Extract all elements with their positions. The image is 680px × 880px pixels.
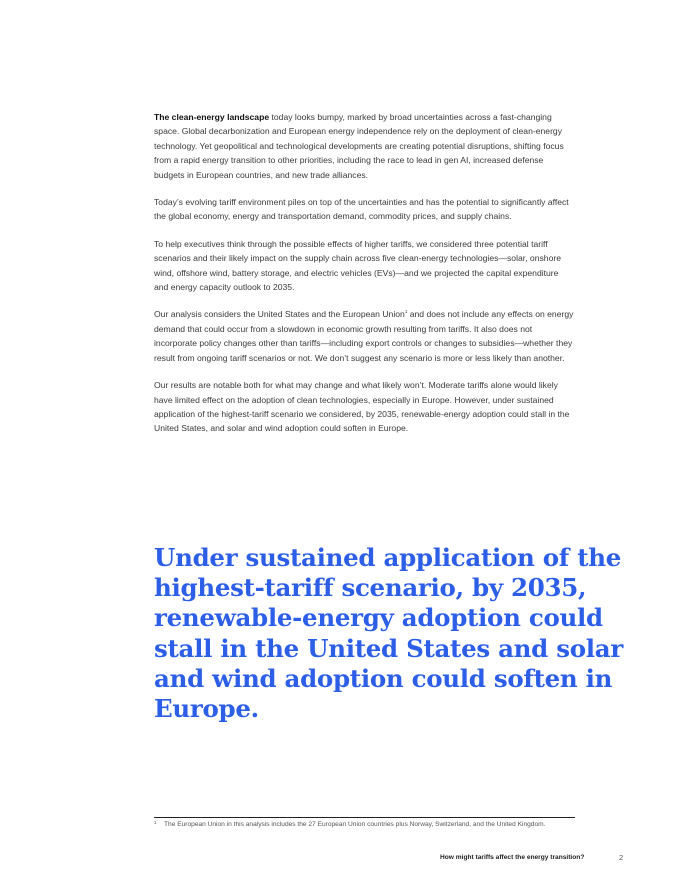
pull-quote: Under sustained application of the highest-tariff scenario, by 2035, renewable-energy adoption could stall in the United States and solar and wind adoption could soften in Europe. <box>154 543 623 724</box>
paragraph-4-text-after: and does not include any effects on energy demand that could occur from a slowdown in economic growth resulting from tariffs. It also does not incorporate policy changes other than tariffs—including export controls or changes to subsidies—whether they result from ongoing tariff scenarios or not. We don’t suggest any scenario is more or less likely than another. <box>154 309 574 363</box>
paragraph-5: Our results are notable both for what may change and what likely won’t. Moderate tariffs alone would likely have limited effect on the adoption of clean technologies, especially in Europe. However, under sustained application of the highest-tariff scenario we considered, by 2035, renewable-energy adoption could stall in the United States, and solar and wind adoption could soften in Europe. <box>154 380 570 434</box>
article-body <box>154 110 574 449</box>
paragraph-4-text-before: Our analysis considers the United States and the European Union <box>154 309 405 320</box>
footnote-text: The European Union in this analysis includes the 27 European Union countries plus Norway, Switzerland, and the United Kingdom. <box>164 821 546 828</box>
footnote-reference[interactable]: 1 <box>404 309 408 315</box>
paragraph-1 <box>154 110 574 182</box>
paragraph-4 <box>154 307 574 365</box>
footer-title: How might tariffs affect the energy transition? <box>440 854 585 861</box>
paragraph-3: To help executives think through the possible effects of higher tariffs, we considered three potential tariff scenarios and their likely impact on the supply chain across five clean-energy technologies—solar, onshore wind, offshore wind, battery storage, and electric vehicles (EVs)—and we projected the capital expenditure and energy capacity outlook to 2035. <box>154 238 561 293</box>
footnote-number: 1 <box>154 820 157 825</box>
footnote-divider <box>154 817 575 818</box>
paragraph-1-text: today looks bumpy, marked by broad uncertainties across a fast-changing space. Global decarbonization and European energy independence rely on the deployment of clean-energy technology. Yet geopolitical and technological developments are creating potential disruptions, shifting focus from a rapid energy transition to other priorities, including the race to lead in gen AI, increased defense budgets in European countries, and new trade alliances. <box>154 112 564 180</box>
lead-in: The clean-energy landscape <box>154 112 270 122</box>
paragraph-2: Today’s evolving tariff environment piles on top of the uncertainties and has the potential to significantly affect the global economy, energy and transportation demand, commodity prices, and supply chains. <box>154 197 569 222</box>
footnote <box>154 820 574 829</box>
page-number: 2 <box>619 853 624 862</box>
